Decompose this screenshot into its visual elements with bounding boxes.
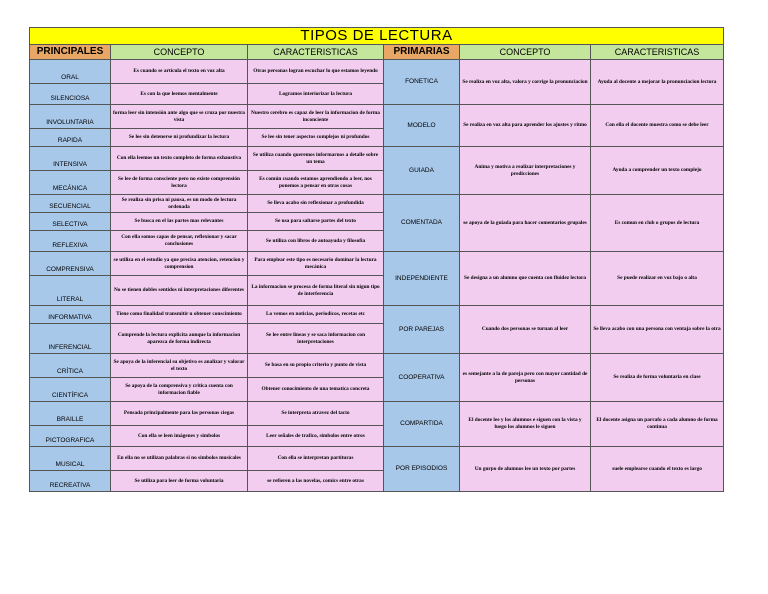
- principal-name: SILENCIOSA: [30, 84, 111, 105]
- principal-concepto: Se lee de forma consciente pero no existe comprensión lectora: [111, 171, 248, 195]
- principal-concepto: Es con la que leemos mentalmente: [111, 84, 248, 105]
- lectura-sheet: [29, 27, 723, 492]
- principal-concepto: Es cuando se articula el texto en voz alta: [111, 60, 248, 84]
- principal-caracteristicas: Se basa en su propio criterio y punto de vista: [248, 354, 384, 378]
- primaria-name: COOPERATIVA: [384, 354, 460, 402]
- principal-name: ORAL: [30, 60, 111, 84]
- principal-caracteristicas: Con ella se interpretan partituras: [248, 447, 384, 471]
- primaria-name: COMPARTIDA: [384, 402, 460, 447]
- primaria-name: POR PAREJAS: [384, 306, 460, 354]
- principal-concepto: Con ella somos capas de pensar, reflexionar y sacar conclusiones: [111, 231, 248, 252]
- principal-name: SECUENCIAL: [30, 195, 111, 213]
- principal-caracteristicas: Obtener conocimiento de una tematica concreta: [248, 378, 384, 402]
- principal-caracteristicas: Se usa para saltarse partes del texto: [248, 213, 384, 231]
- principal-name: BRAILLE: [30, 402, 111, 426]
- principal-caracteristicas: Se lleva acabo sin reflexionar a profundida: [248, 195, 384, 213]
- principal-name: COMPRENSIVA: [30, 252, 111, 276]
- principal-caracteristicas: La informacion se procesa de forma literal sin nigun tipo de interferencia: [248, 276, 384, 306]
- page-title: TIPOS DE LECTURA: [30, 28, 724, 45]
- principal-concepto: Con ella leemos un texto completo de forma exhaustiva: [111, 147, 248, 171]
- primaria-name: POR EPISODIOS: [384, 447, 460, 492]
- header-concepto-right: CONCEPTO: [460, 45, 591, 60]
- principal-caracteristicas: Lo vemos en noticias, periodicos, recetas etc: [248, 306, 384, 324]
- principal-caracteristicas: Se lee sin tener aspectos complejos ni profundos: [248, 129, 384, 147]
- principal-name: SELECTIVA: [30, 213, 111, 231]
- principal-name: CIENTÍFICA: [30, 378, 111, 402]
- principal-name: MECÁNICA: [30, 171, 111, 195]
- principal-name: INTENSIVA: [30, 147, 111, 171]
- principal-name: LITERAL: [30, 276, 111, 306]
- primaria-caracteristicas: Con ella el docente muestra como se debe leer: [591, 105, 724, 147]
- primaria-caracteristicas: El docente asigna un parrafo a cada alumno de forma continua: [591, 402, 724, 447]
- header-concepto-left: CONCEPTO: [111, 45, 248, 60]
- principal-concepto: Se utiliza para leer de forma voluntaria: [111, 471, 248, 492]
- principal-name: INVOLUNTARIA: [30, 105, 111, 129]
- principal-name: INFORMATIVA: [30, 306, 111, 324]
- principal-caracteristicas: Se lee entre lineas y se saca informacion con interpretaciones: [248, 324, 384, 354]
- principal-caracteristicas: Es común cuando estamos aprendiendo a leer, nos ponemos a pensar en otras cosas: [248, 171, 384, 195]
- header-caracteristicas-right: CARACTERISTICAS: [591, 45, 724, 60]
- principal-name: MUSICAL: [30, 447, 111, 471]
- principal-caracteristicas: Nuestro cerebro es capaz de leer la informacion de forma inconciente: [248, 105, 384, 129]
- primaria-concepto: El docente lee y los alumnos e siguen con la vista y luego los alumnos le siguen: [460, 402, 591, 447]
- primaria-concepto: Se realiza en voz alta, valora y corrige la pronunciacion: [460, 60, 591, 105]
- primaria-caracteristicas: Ayuda al docente a mejorar la pronunciacion lectora: [591, 60, 724, 105]
- principal-caracteristicas: Otras personas logran escuchar lo que estamos leyendo: [248, 60, 384, 84]
- principal-concepto: Se apoya de la inferencial su objetivo es analizar y valorar el texto: [111, 354, 248, 378]
- principal-concepto: No se tienen dobles sentidos ni interpretaciones diferentes: [111, 276, 248, 306]
- principal-name: INFERENCIAL: [30, 324, 111, 354]
- primaria-caracteristicas: suele emplearse cuando el texto es largo: [591, 447, 724, 492]
- principal-concepto: Tiene como finalidad transmitir u obtener conscimiento: [111, 306, 248, 324]
- primaria-caracteristicas: Ayuda a comprender un texto complejo: [591, 147, 724, 195]
- primaria-caracteristicas: Se lleva acabo con una persona con ventaja sobre la otra: [591, 306, 724, 354]
- principal-concepto: Se busca en el las partes mas relevantes: [111, 213, 248, 231]
- primaria-concepto: es semejante a la de pareja pero con mayor cantidad de personas: [460, 354, 591, 402]
- principal-name: REFLEXIVA: [30, 231, 111, 252]
- principal-concepto: Se lee sin detenerse ni profundizar la lectura: [111, 129, 248, 147]
- principal-concepto: Comprende la lectura explicita aunque la informacion aparezca de forma indirecta: [111, 324, 248, 354]
- principal-caracteristicas: Se utiliza con libros de autoayuda y filosofia: [248, 231, 384, 252]
- primaria-caracteristicas: Se realiza de forma voluntaria en clase: [591, 354, 724, 402]
- principal-concepto: forma leer sin intensión ante algo que se cruza por nuestra vista: [111, 105, 248, 129]
- principal-caracteristicas: Se utiliza cuando queremos informarnos a detalle sobre un tema: [248, 147, 384, 171]
- primaria-concepto: Anima y motiva a realizar interpretaciones y predicciones: [460, 147, 591, 195]
- principal-caracteristicas: se refieren a las novelas, comics entre otras: [248, 471, 384, 492]
- principal-caracteristicas: Leer señales de trafico, simbolos entre otros: [248, 426, 384, 447]
- primaria-concepto: Un gurpo de alumnos lee un texto por partes: [460, 447, 591, 492]
- primaria-name: GUIADA: [384, 147, 460, 195]
- primaria-name: FONETICA: [384, 60, 460, 105]
- primaria-caracteristicas: Es comun en club o grupos de lectura: [591, 195, 724, 252]
- header-caracteristicas-left: CARACTERISTICAS: [248, 45, 384, 60]
- lectura-table: [29, 27, 724, 492]
- principal-concepto: Se apoya de la comprensiva y critica cuenta con informacion fiable: [111, 378, 248, 402]
- principal-concepto: Pensada principalmente para las personas ciegas: [111, 402, 248, 426]
- principal-concepto: En ella no se utilizan palabras si no simbolos musicales: [111, 447, 248, 471]
- primaria-concepto: Se designa a un alumno que cuenta con fluidez lectora: [460, 252, 591, 306]
- principal-name: PICTOGRAFICA: [30, 426, 111, 447]
- primaria-concepto: Cuando dos personas se turnan al leer: [460, 306, 591, 354]
- primaria-concepto: Se realiza en voz alta para aprender los ajustes y ritmo: [460, 105, 591, 147]
- primaria-concepto: se apoya de la guiada para hacer comentarios grupales: [460, 195, 591, 252]
- principal-caracteristicas: Para emplear este tipo es necesario dominar la lectura mecánica: [248, 252, 384, 276]
- primaria-name: INDEPENDIENTE: [384, 252, 460, 306]
- principal-name: CRÍTICA: [30, 354, 111, 378]
- principal-caracteristicas: Logramos interiorizar la lectura: [248, 84, 384, 105]
- principal-concepto: Con ella se leen imágenes y simbolos: [111, 426, 248, 447]
- principal-concepto: se utiliza en el estudio ya que precisa atencion, retencion y comprension: [111, 252, 248, 276]
- header-principales: PRINCIPALES: [30, 45, 111, 60]
- primaria-name: COMENTADA: [384, 195, 460, 252]
- principal-concepto: Se realiza sin prisa ni pausa, es un modo de lectura ordenada: [111, 195, 248, 213]
- header-primarias: PRIMARIAS: [384, 45, 460, 60]
- primaria-name: MODELO: [384, 105, 460, 147]
- primaria-caracteristicas: Se puede realizar en voz bajo o alta: [591, 252, 724, 306]
- principal-name: RAPIDA: [30, 129, 111, 147]
- principal-caracteristicas: Se interpreta atravez del tacto: [248, 402, 384, 426]
- principal-name: RECREATIVA: [30, 471, 111, 492]
